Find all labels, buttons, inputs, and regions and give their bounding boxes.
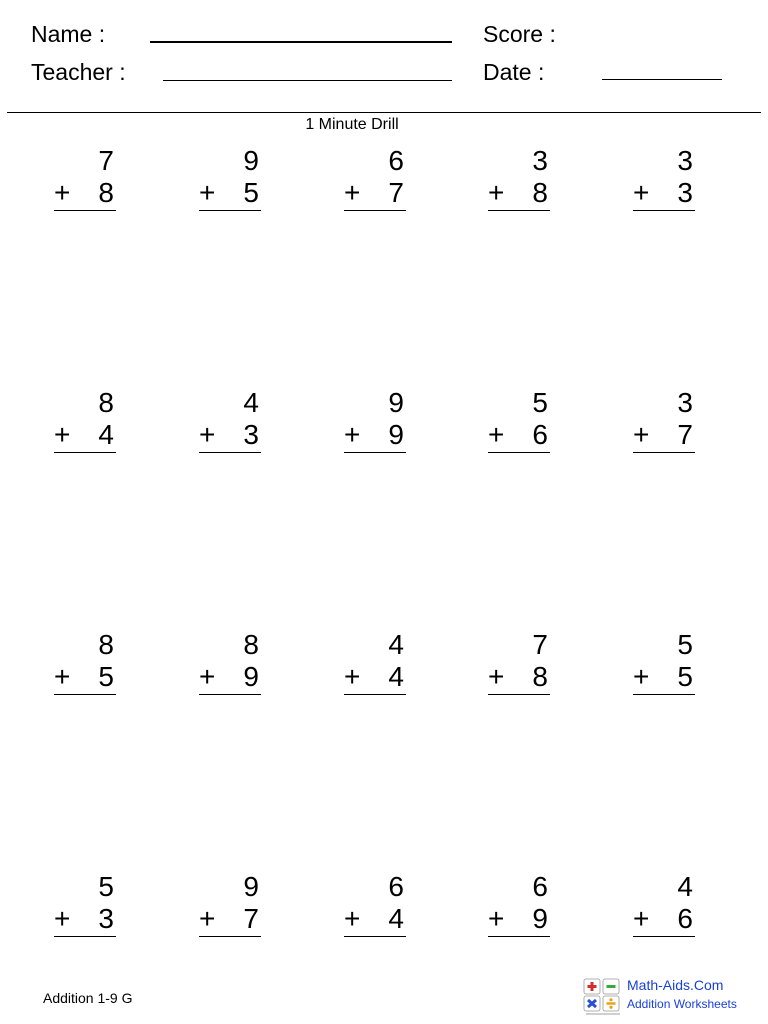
addition-problem: [344, 872, 406, 938]
first-addend: 6: [388, 145, 404, 176]
first-addend: 7: [532, 629, 548, 660]
worksheet-label: Addition 1-9 G: [43, 990, 133, 1006]
answer-line[interactable]: [488, 936, 550, 937]
plus-sign: +: [344, 419, 361, 450]
answer-line[interactable]: [199, 452, 261, 453]
second-addend: 6: [532, 419, 548, 450]
second-addend: 7: [388, 177, 404, 208]
addition-problem: [633, 630, 695, 696]
answer-line[interactable]: [633, 694, 695, 695]
answer-line[interactable]: [54, 210, 116, 211]
addition-problem: [488, 630, 550, 696]
header-divider: [7, 112, 761, 113]
plus-sign: +: [54, 419, 71, 450]
addition-problem: [633, 146, 695, 212]
second-addend: 8: [532, 661, 548, 692]
plus-sign: +: [633, 903, 650, 934]
first-addend: 3: [677, 145, 693, 176]
first-addend: 3: [677, 387, 693, 418]
answer-line[interactable]: [344, 210, 406, 211]
first-addend: 9: [243, 145, 259, 176]
plus-sign: +: [488, 177, 505, 208]
answer-line[interactable]: [54, 936, 116, 937]
addition-problem: [633, 872, 695, 938]
math-aids-logo-icon: [583, 976, 623, 1016]
second-addend: 9: [532, 903, 548, 934]
addition-problem: [54, 146, 116, 212]
first-addend: 5: [532, 387, 548, 418]
first-addend: 7: [98, 145, 114, 176]
second-addend: 4: [388, 903, 404, 934]
date-label: Date :: [483, 59, 545, 85]
answer-line[interactable]: [199, 210, 261, 211]
addition-problem: [54, 388, 116, 454]
addition-problem: [344, 388, 406, 454]
second-addend: 4: [388, 661, 404, 692]
first-addend: 8: [243, 629, 259, 660]
addition-problem: [54, 630, 116, 696]
date-field[interactable]: [602, 79, 722, 80]
answer-line[interactable]: [54, 452, 116, 453]
addition-problem: [488, 388, 550, 454]
teacher-field[interactable]: [163, 80, 452, 81]
first-addend: 9: [243, 871, 259, 902]
first-addend: 3: [532, 145, 548, 176]
score-label: Score :: [483, 21, 556, 47]
first-addend: 8: [98, 629, 114, 660]
plus-sign: +: [344, 903, 361, 934]
answer-line[interactable]: [488, 452, 550, 453]
addition-problem: [199, 872, 261, 938]
second-addend: 3: [98, 903, 114, 934]
answer-line[interactable]: [344, 936, 406, 937]
plus-sign: +: [199, 177, 216, 208]
teacher-label: Teacher :: [31, 59, 126, 85]
addition-problem: [633, 388, 695, 454]
addition-problem: [344, 146, 406, 212]
plus-sign: +: [488, 661, 505, 692]
first-addend: 6: [388, 871, 404, 902]
second-addend: 6: [677, 903, 693, 934]
second-addend: 9: [388, 419, 404, 450]
second-addend: 3: [243, 419, 259, 450]
answer-line[interactable]: [199, 694, 261, 695]
second-addend: 5: [677, 661, 693, 692]
answer-line[interactable]: [488, 694, 550, 695]
second-addend: 7: [243, 903, 259, 934]
plus-sign: +: [54, 661, 71, 692]
answer-line[interactable]: [633, 210, 695, 211]
first-addend: 4: [388, 629, 404, 660]
first-addend: 9: [388, 387, 404, 418]
addition-problem: [199, 388, 261, 454]
answer-line[interactable]: [488, 210, 550, 211]
plus-sign: +: [344, 177, 361, 208]
plus-sign: +: [633, 419, 650, 450]
name-field[interactable]: [150, 41, 452, 43]
second-addend: 3: [677, 177, 693, 208]
plus-sign: +: [488, 419, 505, 450]
first-addend: 4: [243, 387, 259, 418]
addition-problem: [488, 146, 550, 212]
second-addend: 8: [98, 177, 114, 208]
plus-sign: +: [633, 177, 650, 208]
logo-subtitle: Addition Worksheets: [627, 997, 737, 1011]
answer-line[interactable]: [633, 936, 695, 937]
second-addend: 4: [98, 419, 114, 450]
answer-line[interactable]: [199, 936, 261, 937]
plus-sign: +: [199, 903, 216, 934]
first-addend: 5: [677, 629, 693, 660]
second-addend: 5: [243, 177, 259, 208]
plus-sign: +: [54, 177, 71, 208]
addition-problem: [488, 872, 550, 938]
addition-problem: [54, 872, 116, 938]
plus-sign: +: [199, 419, 216, 450]
first-addend: 4: [677, 871, 693, 902]
first-addend: 8: [98, 387, 114, 418]
plus-sign: +: [54, 903, 71, 934]
second-addend: 9: [243, 661, 259, 692]
answer-line[interactable]: [54, 694, 116, 695]
addition-problem: [199, 630, 261, 696]
name-label: Name :: [31, 21, 106, 47]
plus-sign: +: [199, 661, 216, 692]
drill-title: 1 Minute Drill: [305, 116, 399, 133]
logo-title[interactable]: Math-Aids.Com: [627, 977, 724, 993]
plus-sign: +: [344, 661, 361, 692]
addition-problem: [344, 630, 406, 696]
first-addend: 5: [98, 871, 114, 902]
first-addend: 6: [532, 871, 548, 902]
second-addend: 7: [677, 419, 693, 450]
answer-line[interactable]: [633, 452, 695, 453]
answer-line[interactable]: [344, 694, 406, 695]
second-addend: 5: [98, 661, 114, 692]
addition-problem: [199, 146, 261, 212]
plus-sign: +: [633, 661, 650, 692]
plus-sign: +: [488, 903, 505, 934]
second-addend: 8: [532, 177, 548, 208]
answer-line[interactable]: [344, 452, 406, 453]
